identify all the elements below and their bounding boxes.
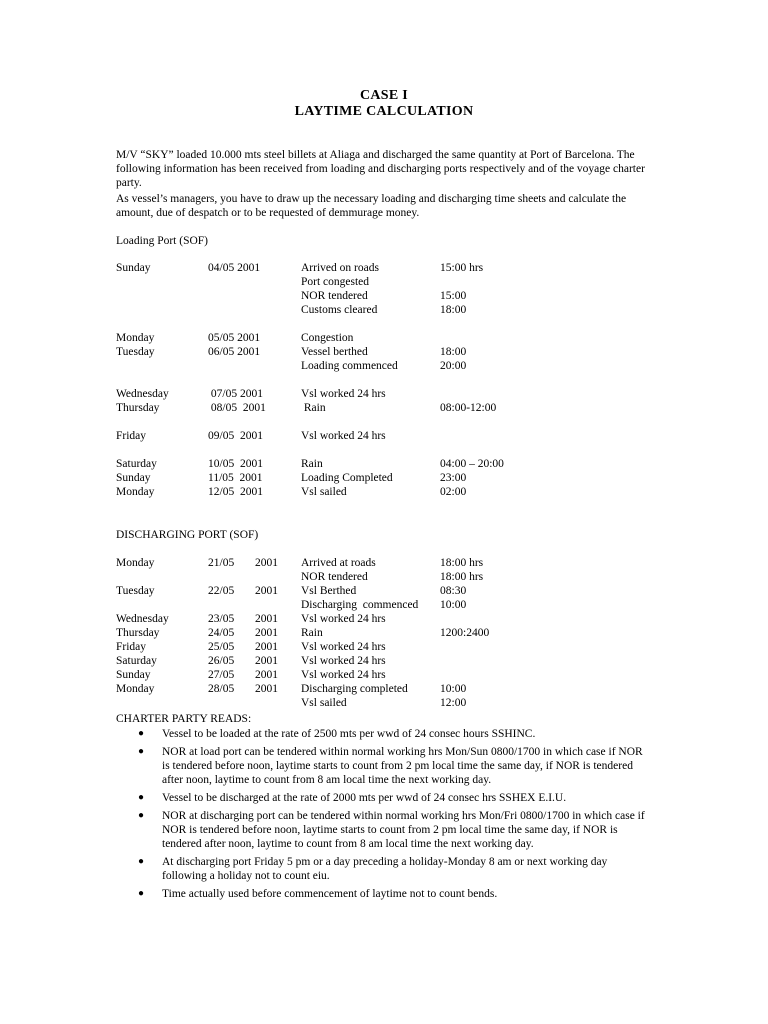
discharging-sof-event: Arrived at roads (301, 557, 376, 569)
charter-term-item (116, 745, 646, 787)
loading-sof-event: Loading commenced (301, 360, 398, 372)
discharging-sof-day: Thursday (116, 627, 160, 639)
discharging-sof-year: 2001 (255, 585, 278, 597)
charter-term-item (116, 809, 646, 851)
intro-paragraph-2: As vessel’s managers, you have to draw up the necessary loading and discharging time sheets and calculate the amount, due of despatch or to be requested of demmurage money. (116, 193, 627, 219)
discharging-sof-event: Rain (301, 627, 323, 639)
loading-sof-time: 20:00 (440, 360, 467, 372)
discharging-sof-time: 10:00 (440, 599, 467, 611)
loading-sof-event: Rain (301, 402, 326, 414)
loading-sof-event: Port congested (301, 276, 370, 288)
charter-term-text: Time actually used before commencement of laytime not to count bends. (162, 888, 498, 900)
intro-paragraph-1: M/V “SKY” loaded 10.000 mts steel billets at Aliaga and discharged the same quantity at Port of Barcelona. The following information has been received from loading and discharging ports respectively and of the voyage charter party. (116, 148, 645, 189)
discharging-sof-day: Friday (116, 641, 147, 653)
discharging-port-heading: DISCHARGING PORT (SOF) (116, 529, 259, 541)
charter-party-heading: CHARTER PARTY READS: (116, 713, 252, 725)
loading-sof-event: Customs cleared (301, 304, 378, 316)
loading-sof-event: Rain (301, 458, 323, 470)
discharging-sof-event: NOR tendered (301, 571, 368, 583)
charter-term-text: Vessel to be discharged at the rate of 2000 mts per wwd of 24 consec hrs SSHEX E.I.U. (162, 792, 567, 804)
loading-sof-event: NOR tendered (301, 290, 368, 302)
discharging-sof-day: Monday (116, 683, 155, 695)
loading-sof-date: 09/05 2001 (208, 430, 263, 442)
discharging-sof-day: Monday (116, 557, 155, 569)
loading-sof-event: Arrived on roads (301, 262, 379, 274)
discharging-sof-time: 10:00 (440, 683, 467, 695)
bullet-icon: ● (138, 810, 145, 821)
discharging-sof-date: 21/05 (208, 557, 235, 569)
charter-term-item (116, 727, 646, 741)
loading-sof-date: 07/05 2001 (208, 388, 263, 400)
loading-sof-date: 08/05 2001 (208, 402, 266, 414)
loading-sof-time: 02:00 (440, 486, 467, 498)
loading-sof-date: 05/05 2001 (208, 332, 261, 344)
loading-sof-event: Congestion (301, 332, 354, 344)
discharging-sof-date: 27/05 (208, 669, 235, 681)
loading-sof-day: Monday (116, 332, 155, 344)
bullet-icon: ● (138, 792, 145, 803)
charter-term-text: NOR at discharging port can be tendered within normal working hrs Mon/Fri 0800/1700 in which case if NOR is tendered before noon, laytime starts to count from 2 pm local time the same day, if NOR is tendered after noon, laytime to count from 8 am local time the next working day. (162, 810, 645, 850)
bullet-icon: ● (138, 728, 145, 739)
discharging-sof-event: Vsl Berthed (301, 585, 357, 597)
discharging-sof-year: 2001 (255, 627, 278, 639)
discharging-sof-day: Sunday (116, 669, 151, 681)
discharging-sof-year: 2001 (255, 557, 278, 569)
discharging-sof-event: Vsl worked 24 hrs (301, 669, 386, 681)
loading-sof-time: 15:00 (440, 290, 467, 302)
discharging-sof-event: Vsl worked 24 hrs (301, 641, 386, 653)
loading-sof-time: 15:00 hrs (440, 262, 484, 274)
loading-sof-day: Monday (116, 486, 155, 498)
discharging-sof-day: Saturday (116, 655, 157, 667)
loading-sof-date: 12/05 2001 (208, 486, 263, 498)
charter-term-text: NOR at load port can be tendered within normal working hrs Mon/Sun 0800/1700 in which case if NOR is tendered before noon, laytime starts to count from 2 pm local time the same day, if NOR is tendered after noon, laytime to count from 8 am local time the next working day. (162, 746, 643, 786)
loading-sof-day: Thursday (116, 402, 160, 414)
charter-term-text: Vessel to be loaded at the rate of 2500 mts per wwd of 24 consec hours SSHINC. (162, 728, 536, 740)
loading-sof-date: 10/05 2001 (208, 458, 263, 470)
discharging-sof-date: 28/05 (208, 683, 235, 695)
charter-term-text: At discharging port Friday 5 pm or a day preceding a holiday-Monday 8 am or next working day following a holiday not to count eiu. (162, 856, 608, 882)
discharging-sof-day: Tuesday (116, 585, 155, 597)
loading-sof-event: Vsl worked 24 hrs (301, 430, 386, 442)
discharging-sof-event: Discharging completed (301, 683, 408, 695)
loading-sof-day: Sunday (116, 262, 151, 274)
discharging-sof-year: 2001 (255, 655, 278, 667)
discharging-sof-date: 24/05 (208, 627, 235, 639)
charter-term-item (116, 855, 646, 883)
discharging-sof-time: 12:00 (440, 697, 467, 709)
discharging-sof-time: 18:00 hrs (440, 571, 484, 583)
loading-sof-time: 04:00 – 20:00 (440, 458, 504, 470)
discharging-sof-event: Vsl sailed (301, 697, 347, 709)
loading-sof-day: Wednesday (116, 388, 169, 400)
bullet-icon: ● (138, 746, 145, 757)
loading-sof-time: 08:00-12:00 (440, 402, 497, 414)
loading-sof-date: 06/05 2001 (208, 346, 261, 358)
discharging-sof-year: 2001 (255, 641, 278, 653)
discharging-sof-year: 2001 (255, 683, 278, 695)
charter-term-item (116, 791, 646, 805)
loading-sof-day: Saturday (116, 458, 157, 470)
loading-sof-time: 18:00 (440, 304, 467, 316)
discharging-sof-date: 22/05 (208, 585, 235, 597)
charter-party-terms (116, 727, 646, 905)
discharging-sof-event: Vsl worked 24 hrs (301, 613, 386, 625)
discharging-sof-event: Discharging commenced (301, 599, 419, 611)
discharging-sof-time: 08:30 (440, 585, 467, 597)
loading-sof-event: Vsl sailed (301, 486, 347, 498)
discharging-sof-date: 26/05 (208, 655, 235, 667)
bullet-icon: ● (138, 856, 145, 867)
charter-term-item (116, 887, 646, 901)
discharging-sof-year: 2001 (255, 669, 278, 681)
loading-sof-day: Tuesday (116, 346, 155, 358)
case-heading: CASE I (359, 88, 409, 103)
discharging-sof-date: 25/05 (208, 641, 235, 653)
discharging-sof-time: 18:00 hrs (440, 557, 484, 569)
loading-sof-event: Vsl worked 24 hrs (301, 388, 386, 400)
loading-sof-time: 23:00 (440, 472, 467, 484)
loading-sof-day: Friday (116, 430, 147, 442)
bullet-icon: ● (138, 888, 145, 899)
loading-sof-event: Loading Completed (301, 472, 393, 484)
loading-sof-date: 04/05 2001 (208, 262, 261, 274)
loading-sof-day: Sunday (116, 472, 151, 484)
loading-port-heading: Loading Port (SOF) (116, 235, 208, 247)
page-title: LAYTIME CALCULATION (294, 104, 474, 119)
discharging-sof-year: 2001 (255, 613, 278, 625)
discharging-sof-time: 1200:2400 (440, 627, 490, 639)
discharging-sof-event: Vsl worked 24 hrs (301, 655, 386, 667)
discharging-sof-date: 23/05 (208, 613, 235, 625)
loading-sof-date: 11/05 2001 (208, 472, 263, 484)
loading-sof-event: Vessel berthed (301, 346, 368, 358)
discharging-sof-day: Wednesday (116, 613, 169, 625)
loading-sof-time: 18:00 (440, 346, 467, 358)
